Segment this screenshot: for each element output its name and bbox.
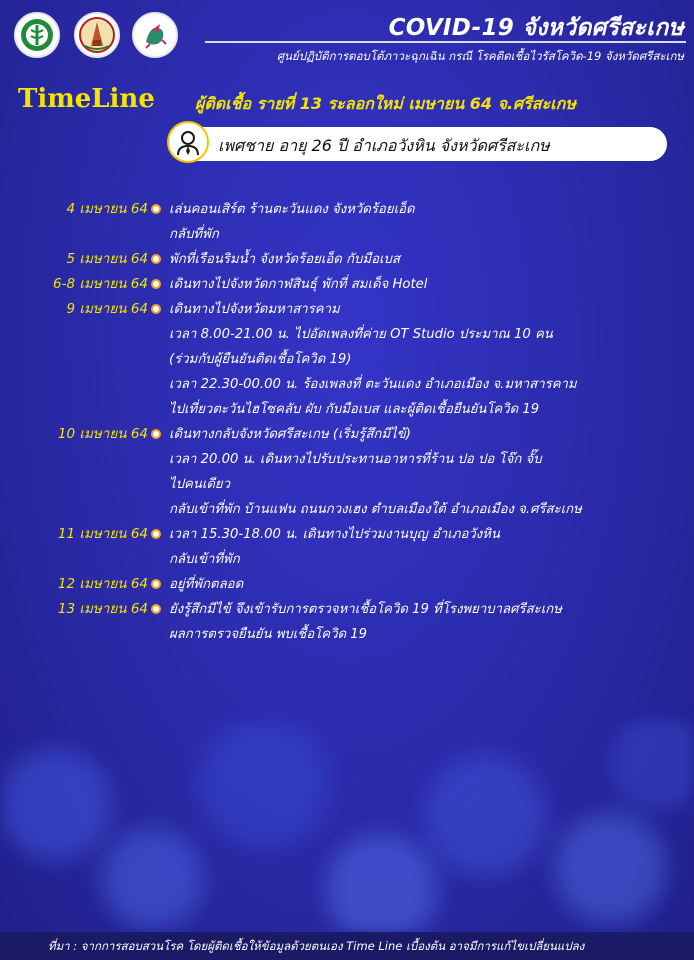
- sisaket-province-logo: [132, 12, 178, 58]
- footer: [0, 932, 694, 960]
- timeline-dot-icon: [151, 604, 161, 614]
- timeline-dot-icon: [151, 579, 161, 589]
- timeline-detail-line: เวลา 22.30-00.00 น. ร้องเพลงที่ ตะวันแดง อำเภอเมือง จ.มหาสารคาม: [169, 377, 577, 392]
- timeline-dot-icon: [151, 429, 161, 439]
- timeline-detail-line: ไปเที่ยวตะวันไฮโซคลับ ผับ กับมือเบส และผู้ติดเชื้อยืนยันโควิด 19: [169, 402, 540, 417]
- page-title: COVID-19 จังหวัดศรีสะเกษ: [388, 15, 684, 41]
- timeline-details: [169, 422, 689, 522]
- timeline-detail-line: พักที่เรือนริมน้ำ จังหวัดร้อยเอ็ด กับมือเบส: [169, 252, 400, 267]
- man-avatar-icon: [167, 121, 209, 163]
- timeline-detail-line: ยังรู้สึกมีไข้ จึงเข้ารับการตรวจหาเชื้อโควิด 19 ที่โรงพยาบาลศรีสะเกษ: [169, 602, 562, 617]
- timeline-details: [169, 572, 689, 597]
- patient-profile: [170, 127, 667, 161]
- timeline-dot-icon: [151, 279, 161, 289]
- timeline-date: 10 เมษายน 64: [57, 426, 148, 442]
- timeline-date: 9 เมษายน 64: [66, 301, 148, 317]
- timeline-entry: [0, 572, 694, 597]
- source-note: ที่มา : จากการสอบสวนโรค โดยผู้ติดเชื้อให้ข้อมูลด้วยตนเอง Time Line เบื้องต้น อาจมีการแก้ไขเปลี่ยนแปลง: [48, 939, 585, 953]
- timeline-detail-line: อยู่ที่พักตลอด: [169, 577, 244, 592]
- timeline-detail-line: เดินทางไปจังหวัดกาฬสินธุ์ พักที่ สมเด็จ Hotel: [169, 277, 428, 292]
- timeline-details: [169, 522, 689, 572]
- timeline-dot-icon: [151, 529, 161, 539]
- timeline-detail-line: ผลการตรวจยืนยัน พบเชื้อโควิด 19: [169, 627, 368, 642]
- timeline-date: 13 เมษายน 64: [57, 601, 148, 617]
- provincial-health-logo: [74, 12, 120, 58]
- timeline-label: TimeLine: [18, 84, 155, 114]
- timeline-date: 4 เมษายน 64: [66, 201, 148, 217]
- timeline-entry: [0, 522, 694, 572]
- timeline-detail-line: เดินทางกลับจังหวัดศรีสะเกษ (เริ่มรู้สึกมีไข้): [169, 427, 411, 442]
- patient-profile-text: เพศชาย อายุ 26 ปี อำเภอวังหิน จังหวัดศรีสะเกษ: [218, 136, 550, 155]
- background-texture: [0, 720, 694, 932]
- timeline: [0, 197, 694, 647]
- header: [0, 0, 694, 76]
- timeline-dot-icon: [151, 254, 161, 264]
- timeline-entry: [0, 272, 694, 297]
- timeline-entry: [0, 197, 694, 247]
- timeline-date: 6-8 เมษายน 64: [53, 276, 148, 292]
- timeline-entry: [0, 422, 694, 522]
- timeline-entry: [0, 247, 694, 272]
- timeline-dot-icon: [151, 304, 161, 314]
- timeline-dot-icon: [151, 204, 161, 214]
- timeline-detail-line: กลับเข้าที่พัก บ้านแฟน ถนนกวงเฮง ตำบลเมืองใต้ อำเภอเมือง จ.ศรีสะเกษ: [169, 502, 582, 517]
- timeline-entry: [0, 597, 694, 647]
- timeline-date: 5 เมษายน 64: [66, 251, 148, 267]
- timeline-detail-line: (ร่วมกับผู้ยืนยันติดเชื้อโควิด 19): [169, 352, 352, 367]
- page-subtitle: ศูนย์ปฏิบัติการตอบโต้ภาวะฉุกเฉิน กรณี โรคติดเชื้อไวรัสโควิด-19 จังหวัดศรีสะเกษ: [276, 49, 684, 63]
- timeline-detail-line: เดินทางไปจังหวัดมหาสารคาม: [169, 302, 340, 317]
- timeline-details: [169, 597, 689, 647]
- timeline-detail-line: กลับเข้าที่พัก: [169, 552, 240, 567]
- timeline-details: [169, 247, 689, 272]
- case-headline: ผู้ติดเชื้อ รายที่ 13 ระลอกใหม่ เมษายน 64 จ.ศรีสะเกษ: [195, 94, 576, 113]
- timeline-details: [169, 272, 689, 297]
- timeline-detail-line: เวลา 15.30-18.00 น. เดินทางไปร่วมงานบุญ อำเภอวังหิน: [169, 527, 500, 542]
- timeline-detail-line: ไปคนเดียว: [169, 477, 231, 492]
- timeline-detail-line: เล่นคอนเสิร์ต ร้านตะวันแดง จังหวัดร้อยเอ็ด: [169, 202, 415, 217]
- timeline-details: [169, 297, 689, 422]
- timeline-detail-line: เวลา 20.00 น. เดินทางไปรับประทานอาหารที่ร้าน ปอ ปอ โจ๊ก จั๊บ: [169, 452, 542, 467]
- timeline-date: 11 เมษายน 64: [57, 526, 148, 542]
- timeline-detail-line: เวลา 8.00-21.00 น. ไปอัดเพลงที่ค่าย OT Studio ประมาณ 10 คน: [169, 327, 553, 342]
- timeline-date: 12 เมษายน 64: [57, 576, 148, 592]
- timeline-detail-line: กลับที่พัก: [169, 227, 219, 242]
- timeline-details: [169, 197, 689, 247]
- timeline-entry: [0, 297, 694, 422]
- ministry-of-public-health-logo: [14, 12, 60, 58]
